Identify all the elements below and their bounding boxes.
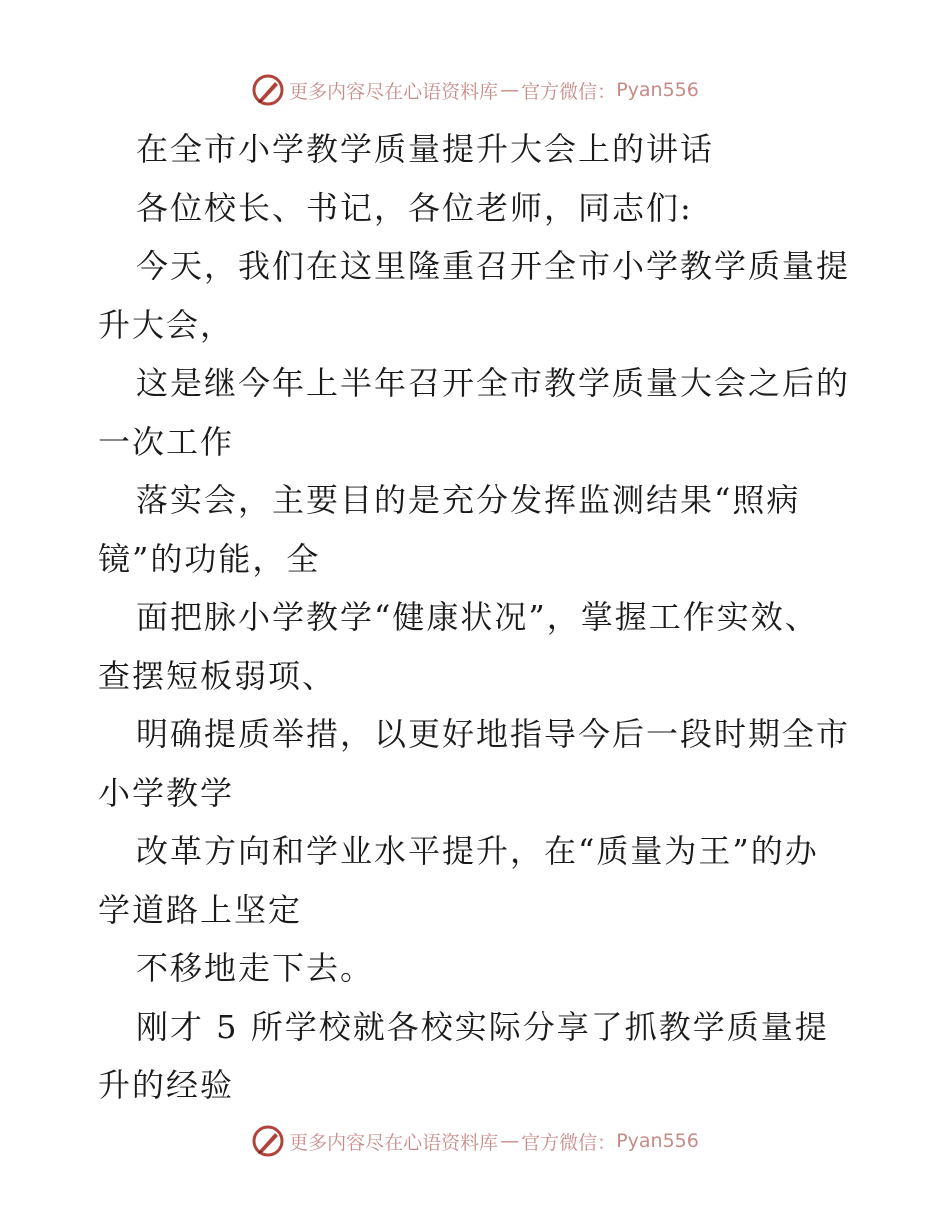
- paragraph-line: 升大会，: [98, 305, 235, 344]
- paragraph-line: 升的经验: [98, 1066, 235, 1104]
- paragraph-line: 明确提质举措，以更好地指导今后一段时期全市: [136, 715, 851, 753]
- watermark-label: 官方微信：: [521, 80, 617, 103]
- watermark-wechat: Pyan556: [616, 1130, 699, 1152]
- paragraph-line: 刚才 5 所学校就各校实际分享了抓教学质量提: [136, 1007, 829, 1046]
- paragraph-line: 落实会，主要目的是充分发挥监测结果“照病: [136, 481, 801, 519]
- watermark-wechat: Pyan556: [616, 79, 699, 101]
- watermark-text: 更多内容尽在心语资料库: [289, 80, 499, 103]
- paragraph-line: 面把脉小学教学“健康状况”，掌握工作实效、: [136, 598, 819, 636]
- document-body: [98, 120, 858, 1115]
- salutation: 各位校长、书记，各位老师，同志们:: [136, 188, 693, 227]
- watermark-dash: —: [500, 79, 520, 101]
- paragraph-line: 这是继今年上半年召开全市教学质量大会之后的: [136, 364, 851, 402]
- watermark-text: 更多内容尽在心语资料库: [289, 1131, 499, 1154]
- document-title: 在全市小学教学质量提升大会上的讲话: [136, 130, 715, 168]
- paragraph-line: 今天，我们在这里隆重召开全市小学教学质量提: [136, 247, 851, 285]
- watermark-dash: —: [500, 1130, 520, 1152]
- footer-watermark: [0, 1121, 950, 1161]
- paragraph-line: 镜”的功能，全: [98, 539, 321, 578]
- paragraph-line: 学道路上坚定: [98, 890, 303, 929]
- pen-logo-icon: [251, 73, 285, 107]
- paragraph-line: 小学教学: [98, 773, 235, 812]
- header-watermark: [0, 70, 950, 110]
- paragraph-line: 一次工作: [98, 422, 235, 461]
- pen-logo-icon: [251, 1124, 285, 1158]
- paragraph-line: 改革方向和学业水平提升，在“质量为王”的办: [136, 832, 819, 870]
- paragraph-line: 查摆短板弱项、: [98, 656, 337, 695]
- paragraph-line: 不移地走下去。: [136, 949, 375, 987]
- watermark-label: 官方微信：: [521, 1131, 617, 1154]
